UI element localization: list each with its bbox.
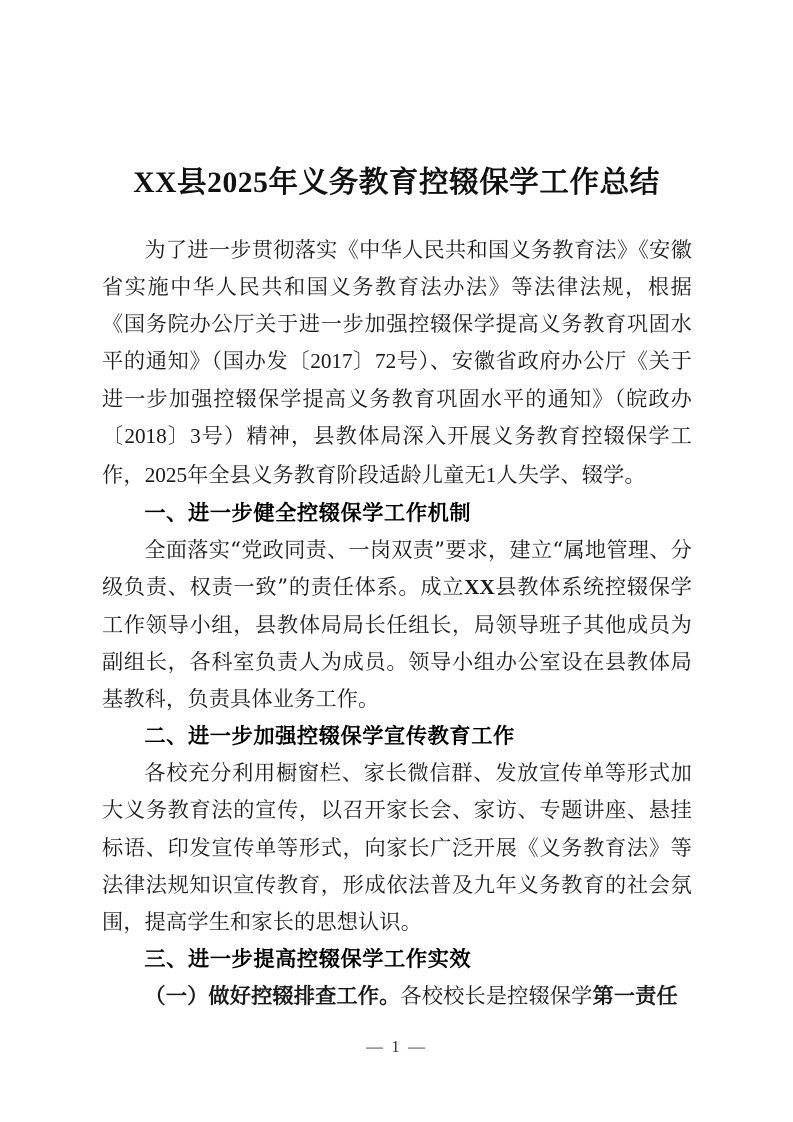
section-1-paragraph: 全面落实“党政同责、一岗双责”要求，建立“属地管理、分级负责、权责一致”的责任体系。成立XX县教体系统控辍保学工作领导小组，县教体局局长任组长，局领导班子其他成员为副组长，各科室负责人为成员。领导小组办公室设在县教体局基教科，负责具体业务工作。 <box>102 536 692 712</box>
section-3-item-1-paragraph <box>102 977 692 1014</box>
section-2-paragraph: 各校充分利用橱窗栏、家长微信群、发放宣传单等形式加大义务教育法的宣传，以召开家长会、家访、专题讲座、悬挂标语、印发宣传单等形式，向家长广泛开展《义务教育法》等法律法规知识宣传教育，形成依法普及九年义务教育的社会氛围，提高学生和家长的思想认识。 <box>102 760 692 934</box>
page-number: — 1 — <box>366 1037 427 1056</box>
section-heading-2: 二、进一步加强控辍保学宣传教育工作 <box>144 723 515 749</box>
section-3-item-1-trail: 第一责任 <box>592 982 678 1008</box>
section-heading-1: 一、进一步健全控辍保学工作机制 <box>144 499 472 525</box>
section-3-item-1-body: 各校校长是控辍保学 <box>400 982 593 1008</box>
intro-paragraph: 为了进一步贯彻落实《中华人民共和国义务教育法》《安徽省实施中华人民共和国义务教育法办法》等法律法规，根据《国务院办公厅关于进一步加强控辍保学提高义务教育巩固水平的通知》（国办发〔2017〕72号）、安徽省政府办公厅《关于进一步加强控辍保学提高义务教育巩固水平的通知》（皖政办〔2018〕3号）精神，县教体局深入开展义务教育控辍保学工作，2025年全县义务教育阶段适龄儿童无1人失学、辍学。 <box>102 237 692 487</box>
section-3-item-1-lead: （一）做好控辍排查工作。 <box>144 982 401 1008</box>
section-heading-3: 三、进一步提高控辍保学工作实效 <box>144 945 472 971</box>
document-body <box>102 231 692 1014</box>
page-title: XX县2025年义务教育控辍保学工作总结 <box>133 166 660 199</box>
